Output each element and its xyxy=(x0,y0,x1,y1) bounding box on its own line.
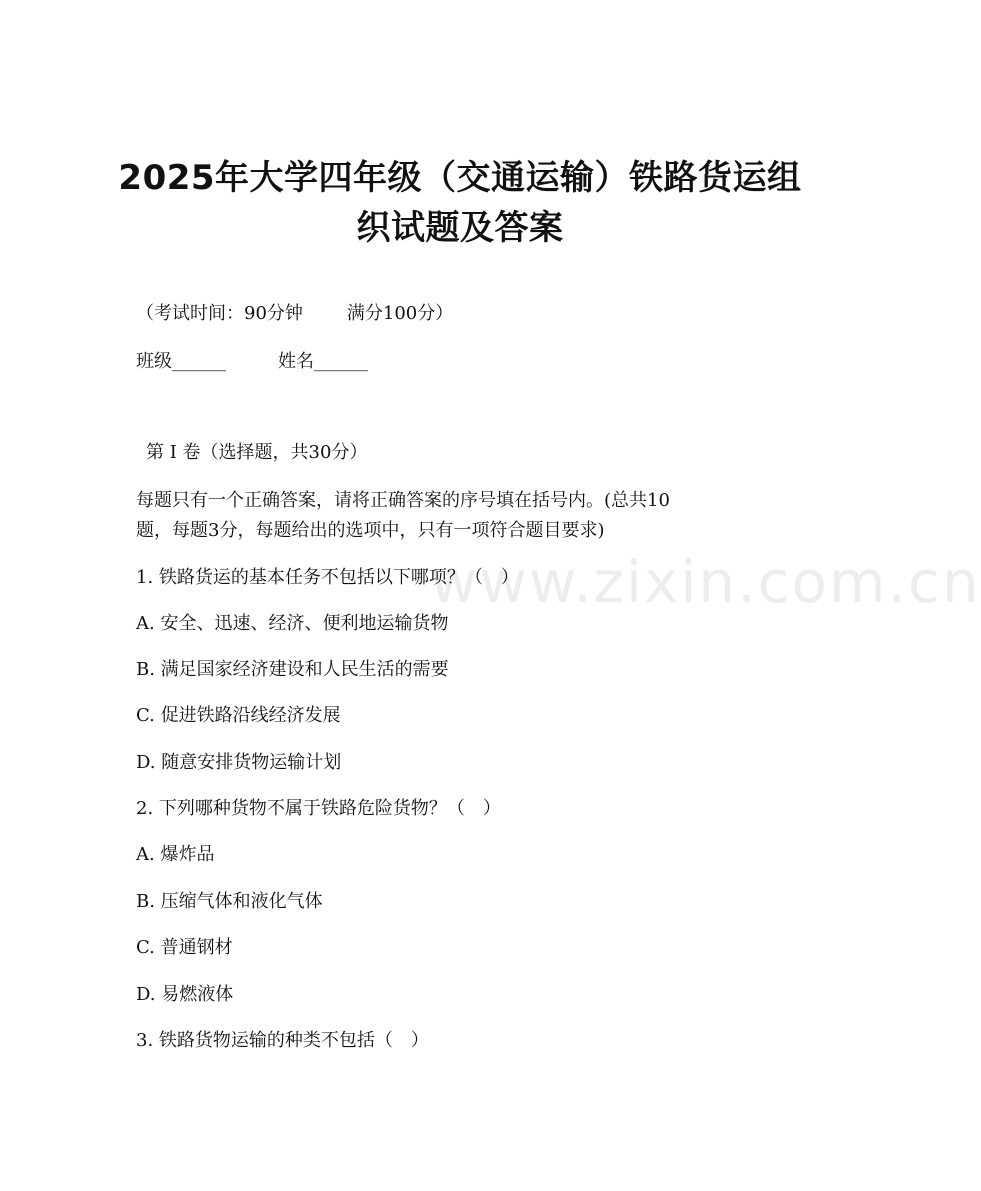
instruction-line-2: 题，每题3分，每题给出的选项中，只有一项符合题目要求) xyxy=(136,520,605,541)
question-1-option-a: A. 安全、迅速、经济、便利地运输货物 xyxy=(136,613,449,634)
section-heading: 第 I 卷（选择题，共30分） xyxy=(146,442,368,463)
name-field-label: 姓名______ xyxy=(278,351,368,372)
watermark: www.zixin.com.cn xyxy=(430,548,981,616)
question-2-option-b: B. 压缩气体和液化气体 xyxy=(136,891,323,912)
question-2-option-d: D. 易燃液体 xyxy=(136,984,234,1005)
question-1-option-c: C. 促进铁路沿线经济发展 xyxy=(136,705,341,726)
question-3-stem: 3. 铁路货物运输的种类不包括（ ） xyxy=(136,1030,429,1051)
question-2-option-a: A. 爆炸品 xyxy=(136,844,215,865)
question-2-option-c: C. 普通钢材 xyxy=(136,937,233,958)
question-1-stem: 1. 铁路货运的基本任务不包括以下哪项？（ ） xyxy=(136,567,519,588)
student-info xyxy=(136,350,368,374)
question-2-stem: 2. 下列哪种货物不属于铁路危险货物？（ ） xyxy=(136,798,501,819)
question-1-option-b: B. 满足国家经济建设和人民生活的需要 xyxy=(136,659,449,680)
instruction-line-1: 每题只有一个正确答案，请将正确答案的序号填在括号内。(总共10 xyxy=(136,490,670,511)
document-title-line-2: 织试题及答案 xyxy=(356,208,564,248)
exam-time: （考试时间：90分钟 xyxy=(136,303,303,324)
document-title-line-1: 2025年大学四年级（交通运输）铁路货运组 xyxy=(118,158,802,198)
exam-full-score: 满分100分） xyxy=(346,303,454,324)
class-field-label: 班级______ xyxy=(136,351,226,372)
exam-info xyxy=(136,302,453,326)
question-1-option-d: D. 随意安排货物运输计划 xyxy=(136,752,342,773)
